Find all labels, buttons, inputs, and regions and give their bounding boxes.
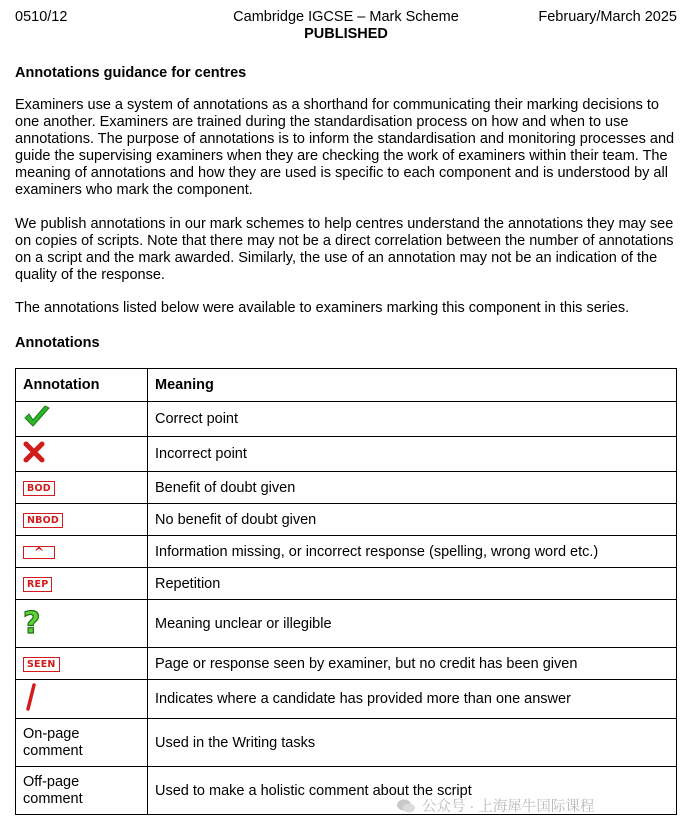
exam-session: February/March 2025 bbox=[538, 9, 677, 25]
watermark bbox=[396, 795, 594, 816]
question-mark-icon: ? bbox=[23, 605, 41, 641]
meaning-cell: Correct point bbox=[148, 402, 677, 437]
bod-stamp: BOD bbox=[23, 481, 55, 496]
annotation-cell bbox=[16, 568, 148, 600]
meaning-cell: Used in the Writing tasks bbox=[148, 719, 677, 767]
guidance-heading: Annotations guidance for centres bbox=[15, 65, 247, 81]
annotations-table bbox=[15, 368, 677, 815]
meaning-cell: Used to make a holistic comment about the script bbox=[148, 767, 677, 815]
guidance-paragraph-2: We publish annotations in our mark schemes to help centres understand the annotations they may see on copies of scripts. Note that there may not be a direct correlation between the number of annotations on a script and the mark awarded. Similarly, the use of an annotation may not be an indication of the quality of the response. bbox=[15, 216, 674, 283]
watermark-text: 公众号 · 上海犀牛国际课程 bbox=[422, 799, 595, 815]
page-header bbox=[15, 9, 677, 43]
annotation-cell bbox=[16, 600, 148, 648]
table-row bbox=[16, 437, 677, 472]
meaning-cell: Meaning unclear or illegible bbox=[148, 600, 677, 648]
annotation-cell bbox=[16, 402, 148, 437]
annotations-heading: Annotations bbox=[15, 335, 100, 351]
paper-code: 0510/12 bbox=[15, 9, 68, 25]
annotation-cell bbox=[16, 504, 148, 536]
published-label: PUBLISHED bbox=[304, 26, 388, 42]
meaning-cell: Page or response seen by examiner, but no credit has been given bbox=[148, 648, 677, 680]
meaning-cell: Repetition bbox=[148, 568, 677, 600]
guidance-paragraph-1: Examiners use a system of annotations as a shorthand for communicating their marking decisions to one another. Examiners are trained during the standardisation process on how and when to use annotations. The purpose of annotations is to inform the standardisation and monitoring processes and guide the supervising examiners when they are checking the work of examiners within their team. The meaning of annotations and how they are used is specific to each component and is understood by all examiners who mark the component. bbox=[15, 97, 675, 198]
mark-scheme-title: Cambridge IGCSE – Mark Scheme bbox=[233, 9, 459, 25]
annotation-cell bbox=[16, 648, 148, 680]
meaning-cell: Benefit of doubt given bbox=[148, 472, 677, 504]
table-row bbox=[16, 648, 677, 680]
meaning-cell: Incorrect point bbox=[148, 437, 677, 472]
cross-icon bbox=[23, 441, 45, 463]
tick-icon bbox=[23, 405, 51, 429]
meaning-cell: Information missing, or incorrect response (spelling, wrong word etc.) bbox=[148, 536, 677, 568]
rep-stamp: REP bbox=[23, 577, 52, 592]
caret-stamp: ^ bbox=[23, 546, 55, 559]
table-row bbox=[16, 504, 677, 536]
meaning-cell: No benefit of doubt given bbox=[148, 504, 677, 536]
annotation-cell bbox=[16, 472, 148, 504]
annotation-cell bbox=[16, 437, 148, 472]
seen-stamp: SEEN bbox=[23, 657, 60, 672]
nbod-stamp: NBOD bbox=[23, 513, 63, 528]
guidance-paragraph-3: The annotations listed below were available to examiners marking this component in this series. bbox=[15, 300, 630, 316]
table-row bbox=[16, 680, 677, 719]
table-row bbox=[16, 600, 677, 648]
table-row bbox=[16, 536, 677, 568]
off-page-comment-label: Off-page comment bbox=[16, 767, 148, 815]
wechat-logo-icon bbox=[396, 798, 416, 814]
annotation-cell bbox=[16, 536, 148, 568]
column-header-annotation: Annotation bbox=[16, 369, 148, 402]
table-row bbox=[16, 568, 677, 600]
slash-icon bbox=[23, 683, 39, 711]
table-row bbox=[16, 472, 677, 504]
table-header-row bbox=[16, 369, 677, 402]
table-row bbox=[16, 719, 677, 767]
table-row bbox=[16, 402, 677, 437]
annotation-cell bbox=[16, 680, 148, 719]
on-page-comment-label: On-page comment bbox=[16, 719, 148, 767]
column-header-meaning: Meaning bbox=[148, 369, 677, 402]
meaning-cell: Indicates where a candidate has provided more than one answer bbox=[148, 680, 677, 719]
